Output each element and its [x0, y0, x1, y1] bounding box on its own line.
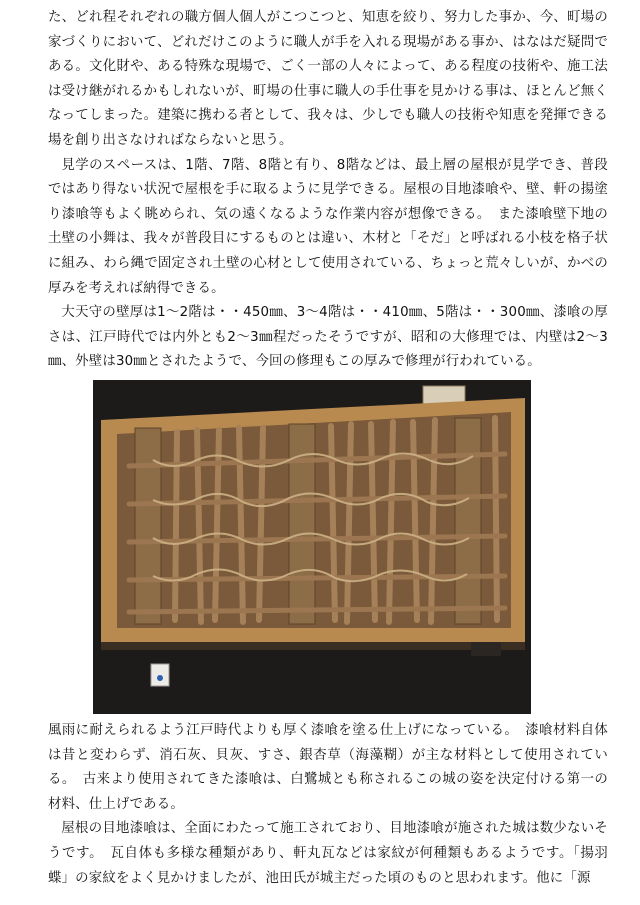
- body-text-top: [48, 6, 608, 375]
- paragraph: た、どれ程それぞれの職方個人個人がこつこつと、知恵を絞り、努力した事か、今、町場の家づくりにおいて、どれだけこのように職人が手を入れる現場がある事か、はなはだ疑問である。文化財や、ある特殊な現場で、ごく一部の人々によって、ある程度の技術や、施工法は受け継がれるかもしれないが、町場の仕事に職人の手仕事を見かける事は、ほとんど無くなってしまった。建築に携わる者として、我々は、少しでも職人の技術や知恵を発揮できる場を創り出さなければならないと思う。: [48, 10, 608, 148]
- paragraph: 屋根の目地漆喰は、全面にわたって施工されており、目地漆喰が施された城は数少ないそうです。 瓦自体も多様な種類があり、軒丸瓦などは家紋が何種類もあるようです。「揚羽蝶」の家紋をよく見かけましたが、池田氏が城主だった頃のものと思われます。他に「源: [48, 821, 608, 886]
- earthen-wall-lath-photo: [93, 380, 531, 714]
- body-text-bottom: [48, 719, 608, 891]
- paragraph: 見学のスペースは、1階、7階、8階と有り、8階などは、最上層の屋根が見学でき、普段ではあり得ない状況で屋根を手に取るように見学できる。屋根の目地漆喰や、壁、軒の揚塗り漆喰等もよく眺められ、気の遠くなるような作業内容が想像できる。 また漆喰壁下地の土壁の小舞は、我々が普段目にするものとは違い、木材と「そだ」と呼ばれる小枝を格子状に組み、わら縄で固定され土壁の心材として使用されている、ちょっと荒々しいが、かべの厚みを考えれば納得できる。: [48, 157, 608, 296]
- paragraph: 大天守の壁厚は1～2階は・・450㎜、3～4階は・・410㎜、5階は・・300㎜、漆喰の厚さは、江戸時代では内外とも2～3㎜程だったそうですが、昭和の大修理では、内壁は2～3㎜、外壁は30㎜とされたようで、今回の修理もこの厚みで修理が行われている。: [48, 305, 608, 370]
- paragraph: 風雨に耐えられるよう江戸時代よりも厚く漆喰を塗る仕上げになっている。 漆喰材料自体は昔と変わらず、消石灰、貝灰、すさ、銀杏草（海藻糊）が主な材料として使用されている。 古来より使用されてきた漆喰は、白鷺城とも称されるこの城の姿を決定付ける第一の材料、仕上げである。: [48, 723, 608, 812]
- lath-display-illustration: [93, 380, 531, 714]
